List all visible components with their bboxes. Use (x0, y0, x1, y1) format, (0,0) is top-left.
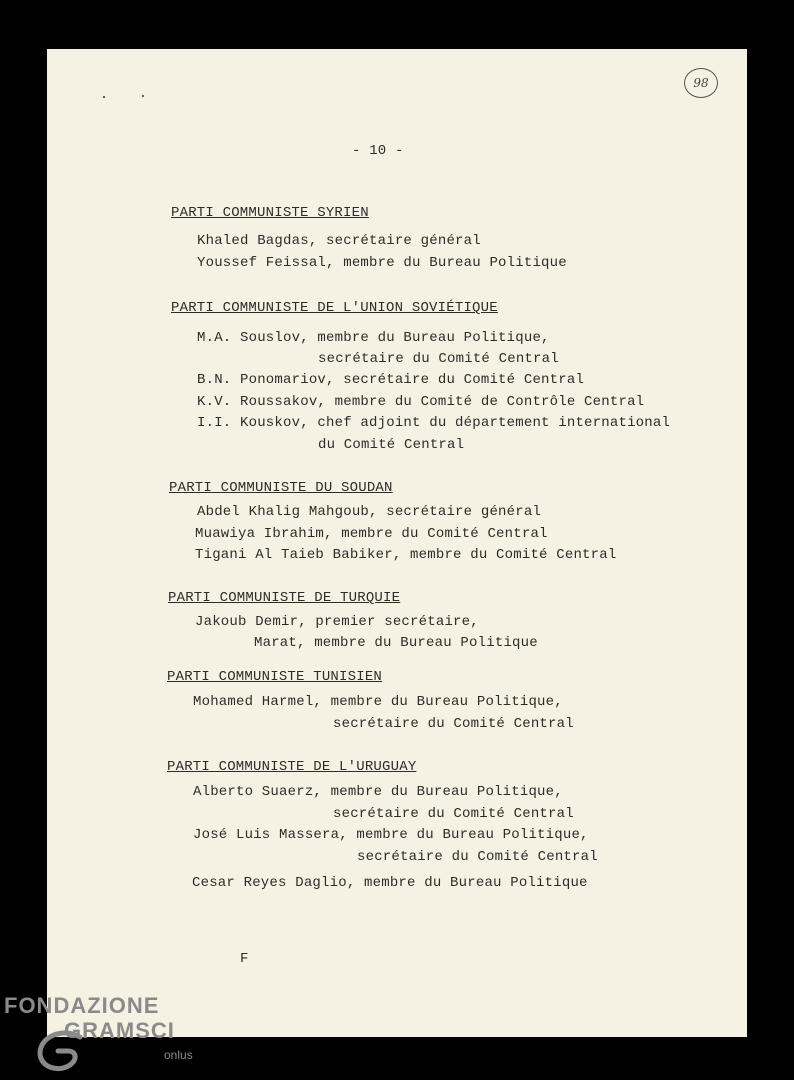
member-line: Jakoub Demir, premier secrétaire, (195, 614, 479, 630)
archive-watermark (4, 993, 204, 1078)
section-heading-urss: PARTI COMMUNISTE DE L'UNION SOVIÉTIQUE (171, 300, 498, 316)
member-line: secrétaire du Comité Central (357, 849, 598, 865)
member-line: Alberto Suaerz, membre du Bureau Politique, (193, 784, 563, 800)
footer-mark: F (240, 951, 249, 967)
member-line: secrétaire du Comité Central (333, 806, 574, 822)
member-line: Mohamed Harmel, membre du Bureau Politique, (193, 694, 563, 710)
member-line: Tigani Al Taieb Babiker, membre du Comité Central (195, 547, 617, 563)
section-heading-turquie: PARTI COMMUNISTE DE TURQUIE (168, 590, 401, 606)
member-line: Muawiya Ibrahim, membre du Comité Central (195, 526, 548, 542)
archive-number-stamp: 98 (684, 68, 718, 98)
speck-dot (103, 96, 105, 98)
page-number: - 10 - (352, 143, 404, 159)
member-line: Marat, membre du Bureau Politique (254, 635, 538, 651)
member-line: du Comité Central (318, 437, 465, 453)
section-heading-syrie: PARTI COMMUNISTE SYRIEN (171, 205, 369, 221)
member-line: I.I. Kouskov, chef adjoint du département international (197, 415, 671, 431)
member-line: Youssef Feissal, membre du Bureau Politique (197, 255, 567, 271)
member-line: K.V. Roussakov, membre du Comité de Contrôle Central (197, 394, 645, 410)
member-line: secrétaire du Comité Central (333, 716, 574, 732)
member-line: M.A. Souslov, membre du Bureau Politique, (197, 330, 550, 346)
member-line: Cesar Reyes Daglio, membre du Bureau Politique (192, 875, 588, 891)
member-line: secrétaire du Comité Central (318, 351, 559, 367)
watermark-text: onlus (164, 1048, 193, 1062)
watermark-text: FONDAZIONE (4, 993, 160, 1018)
section-heading-uruguay: PARTI COMMUNISTE DE L'URUGUAY (167, 759, 417, 775)
section-heading-soudan: PARTI COMMUNISTE DU SOUDAN (169, 480, 393, 496)
member-line: Abdel Khalig Mahgoub, secrétaire général (197, 504, 542, 520)
member-line: Khaled Bagdas, secrétaire général (197, 233, 481, 249)
watermark-text: GRAMSCI (64, 1018, 175, 1043)
member-line: B.N. Ponomariov, secrétaire du Comité Central (197, 372, 585, 388)
member-line: José Luis Massera, membre du Bureau Politique, (193, 827, 589, 843)
document-page (47, 49, 747, 1037)
section-heading-tunisie: PARTI COMMUNISTE TUNISIEN (167, 669, 383, 685)
speck-dot (142, 95, 144, 97)
